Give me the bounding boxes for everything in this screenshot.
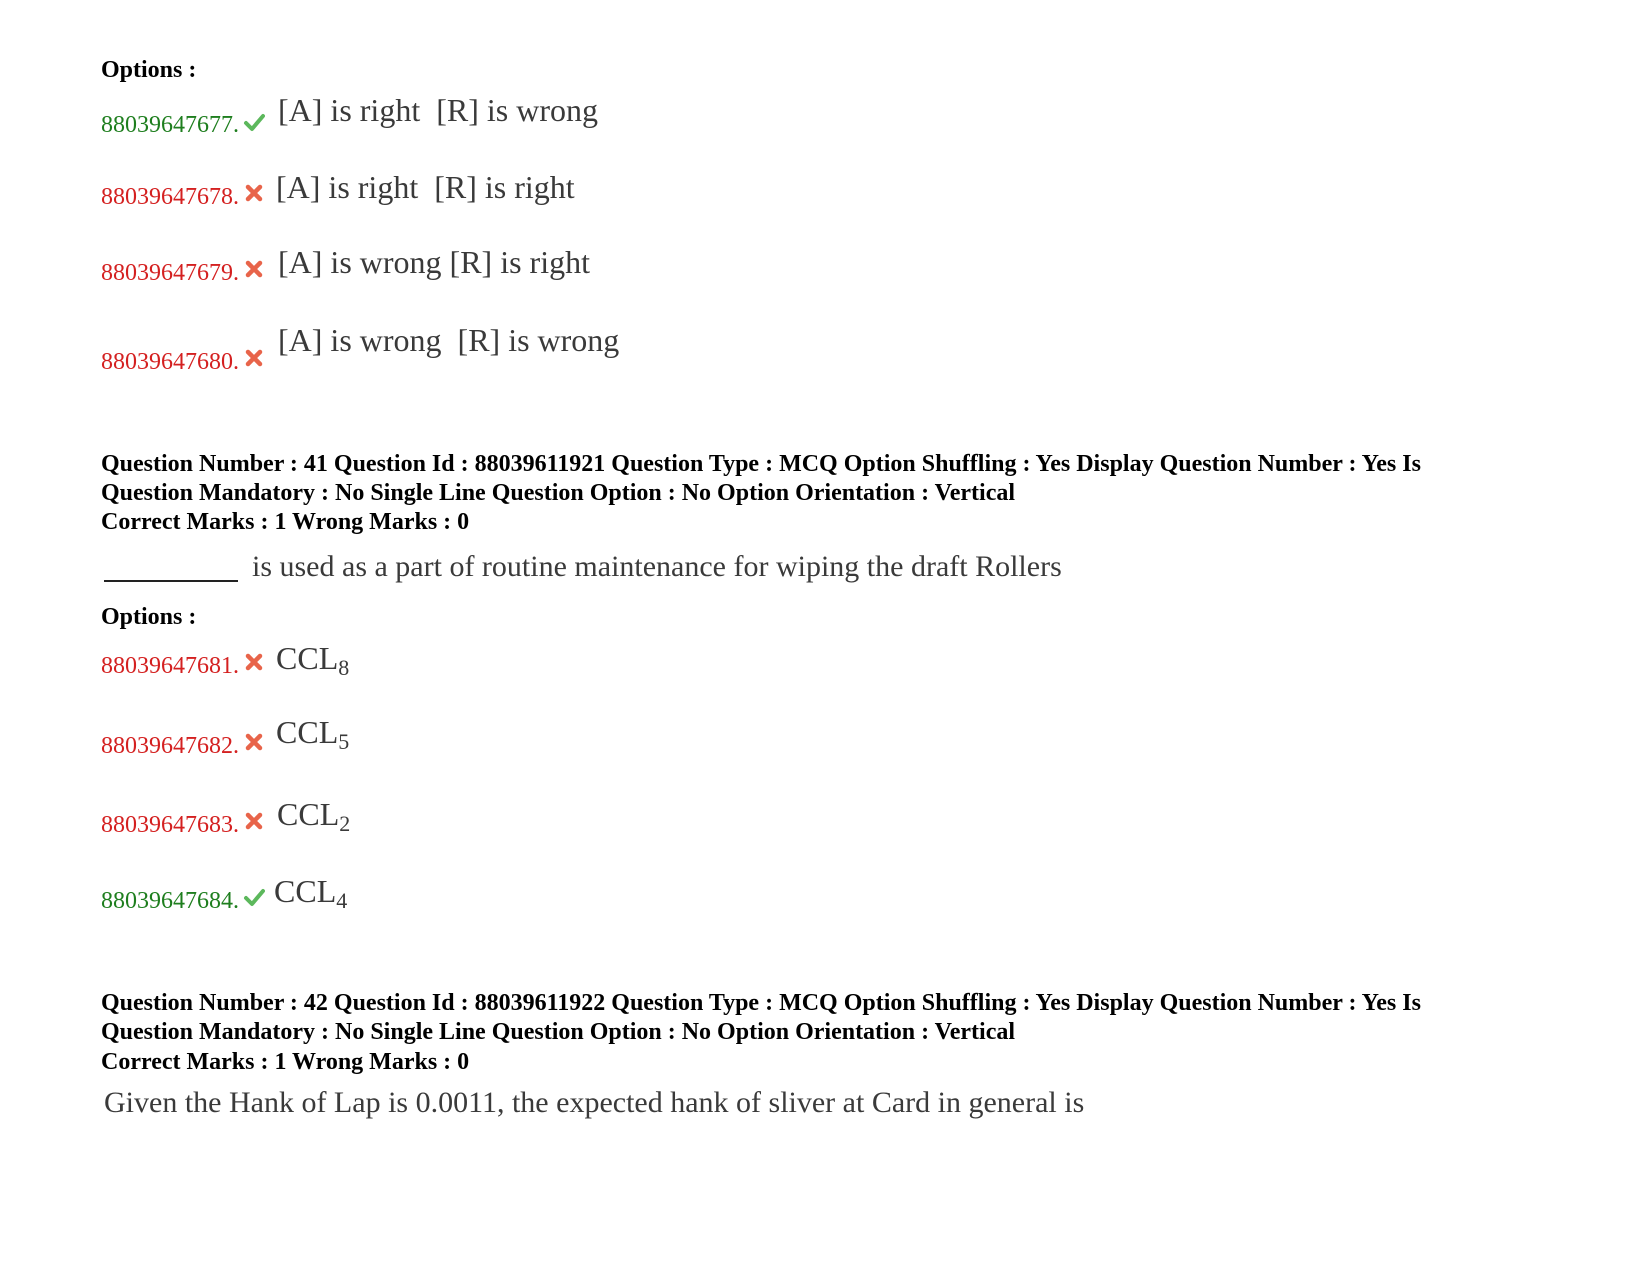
option-formula: CCL: [274, 873, 337, 909]
option-text: [A] is right [R] is right: [276, 169, 575, 205]
answer-blank: [104, 580, 238, 582]
option-text: [A] is right [R] is wrong: [278, 92, 598, 128]
question-42-meta: [101, 989, 1561, 1047]
option-subscript: 2: [339, 811, 351, 836]
option-formula: CCL: [277, 796, 340, 832]
option-number: 88039647679.: [101, 260, 239, 286]
option-text: [277, 796, 350, 837]
cross-icon: [243, 258, 265, 280]
option-formula: CCL: [276, 714, 339, 750]
option-formula: CCL: [276, 640, 339, 676]
cross-icon: [243, 347, 265, 369]
option-subscript: 5: [338, 729, 350, 754]
question-meta-line: Question Mandatory : No Single Line Question Option : No Option Orientation : Vertical: [101, 480, 1016, 506]
check-icon: [243, 111, 265, 133]
option-number: 88039647680.: [101, 349, 239, 375]
question-marks: Correct Marks : 1 Wrong Marks : 0: [101, 509, 470, 535]
question-41-meta: [101, 450, 1561, 508]
option-subscript: 4: [336, 888, 348, 913]
question-meta-line: Question Number : 41 Question Id : 88039611921 Question Type : MCQ Option Shuffling : Yes Display Question Number : Yes Is: [101, 451, 1421, 477]
option-text: [276, 640, 349, 681]
question-text: is used as a part of routine maintenance for wiping the draft Rollers: [252, 550, 1062, 583]
option-text: [A] is wrong [R] is right: [278, 244, 590, 280]
cross-icon: [243, 651, 265, 673]
option-text: [274, 873, 347, 914]
option-number: 88039647681.: [101, 653, 239, 679]
question-meta-line: Question Mandatory : No Single Line Question Option : No Option Orientation : Vertical: [101, 1019, 1016, 1045]
option-number: 88039647682.: [101, 733, 239, 759]
option-subscript: 8: [338, 655, 350, 680]
question-marks: Correct Marks : 1 Wrong Marks : 0: [101, 1049, 470, 1075]
option-number: 88039647678.: [101, 184, 239, 210]
cross-icon: [243, 731, 265, 753]
cross-icon: [243, 182, 265, 204]
question-meta-line: Question Number : 42 Question Id : 88039611922 Question Type : MCQ Option Shuffling : Yes Display Question Number : Yes Is: [101, 990, 1421, 1016]
option-text: [276, 714, 349, 755]
options-label: Options :: [101, 604, 197, 630]
options-label: Options :: [101, 57, 197, 83]
option-text: [A] is wrong [R] is wrong: [278, 322, 620, 358]
option-number: 88039647683.: [101, 812, 239, 838]
option-number: 88039647677.: [101, 112, 239, 138]
option-number: 88039647684.: [101, 888, 239, 914]
cross-icon: [243, 810, 265, 832]
check-icon: [243, 886, 265, 908]
question-text: Given the Hank of Lap is 0.0011, the expected hank of sliver at Card in general is: [104, 1086, 1085, 1119]
